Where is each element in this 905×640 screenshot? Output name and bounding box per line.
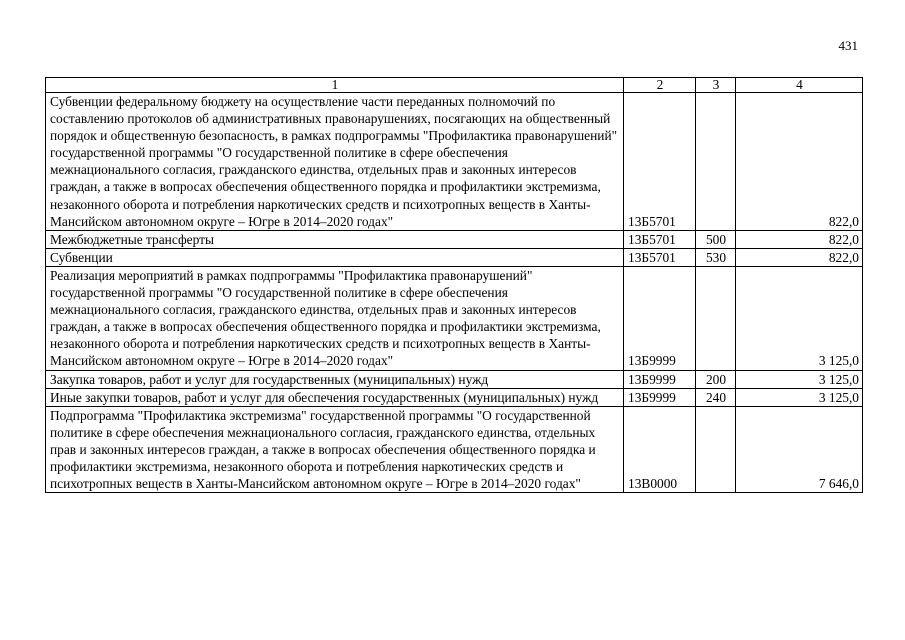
row-name: Реализация мероприятий в рамках подпрограммы "Профилактика правонарушений" государственной программы "О государственной политике в сфере обеспечения межнационального согласия, гражданского единства, отдельных прав и законных интересов граждан, а также в вопросах обеспечения общественного порядка и профилактики экстремизма, незаконного оборота и потребления наркотических средств и психотропных веществ в Ханты-Мансийском автономном округе – Югре в 2014–2020 годах" [46, 266, 624, 370]
row-code: 13Б5701 [624, 93, 696, 231]
budget-table [45, 77, 863, 493]
row-amount: 822,0 [736, 93, 863, 231]
header-col-1: 1 [46, 78, 624, 93]
table-row [46, 266, 863, 370]
header-col-2: 2 [624, 78, 696, 93]
row-amount: 822,0 [736, 230, 863, 248]
row-type [696, 93, 736, 231]
table-row [46, 230, 863, 248]
row-code: 13Б9999 [624, 370, 696, 388]
row-code: 13Б5701 [624, 248, 696, 266]
row-name: Иные закупки товаров, работ и услуг для обеспечения государственных (муниципальных) нужд [46, 388, 624, 406]
row-amount: 3 125,0 [736, 370, 863, 388]
table-header-row [46, 78, 863, 93]
row-type [696, 406, 736, 492]
row-type: 500 [696, 230, 736, 248]
table-row [46, 370, 863, 388]
table-row [46, 248, 863, 266]
row-type [696, 266, 736, 370]
header-col-3: 3 [696, 78, 736, 93]
row-type: 200 [696, 370, 736, 388]
table-row [46, 406, 863, 492]
row-code: 13В0000 [624, 406, 696, 492]
row-code: 13Б5701 [624, 230, 696, 248]
row-amount: 3 125,0 [736, 266, 863, 370]
row-name: Субвенции федеральному бюджету на осуществление части переданных полномочий по составлению протоколов об административных правонарушениях, посягающих на общественный порядок и общественную безопасность, в рамках подпрограммы "Профилактика правонарушений" государственной программы "О государственной политике в сфере обеспечения межнационального согласия, гражданского единства, отдельных прав и законных интересов граждан, а также в вопросах обеспечения общественного порядка и профилактики экстремизма, незаконного оборота и потребления наркотических средств и психотропных веществ в Ханты-Мансийском автономном округе – Югре в 2014–2020 годах" [46, 93, 624, 231]
table-row [46, 388, 863, 406]
row-amount: 3 125,0 [736, 388, 863, 406]
row-name: Подпрограмма "Профилактика экстремизма" государственной программы "О государственной политике в сфере обеспечения межнационального согласия, гражданского единства, отдельных прав и законных интересов граждан, а также в вопросах обеспечения общественного порядка и профилактики экстремизма, незаконного оборота и потребления наркотических средств и психотропных веществ в Ханты-Мансийском автономном округе – Югре в 2014–2020 годах" [46, 406, 624, 492]
page-number: 431 [838, 38, 858, 53]
row-type: 530 [696, 248, 736, 266]
header-col-4: 4 [736, 78, 863, 93]
row-code: 13Б9999 [624, 266, 696, 370]
row-name: Субвенции [46, 248, 624, 266]
row-amount: 7 646,0 [736, 406, 863, 492]
row-amount: 822,0 [736, 248, 863, 266]
row-name: Закупка товаров, работ и услуг для государственных (муниципальных) нужд [46, 370, 624, 388]
row-name: Межбюджетные трансферты [46, 230, 624, 248]
table-row [46, 93, 863, 231]
row-type: 240 [696, 388, 736, 406]
row-code: 13Б9999 [624, 388, 696, 406]
